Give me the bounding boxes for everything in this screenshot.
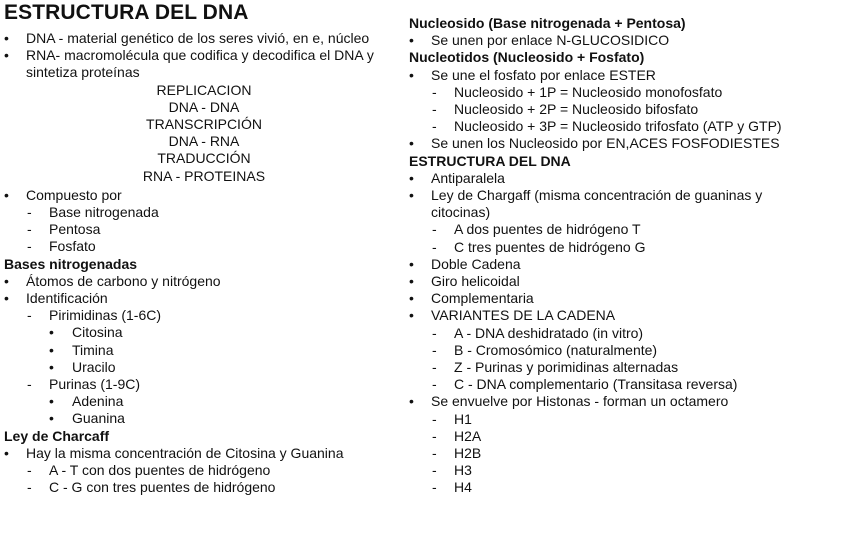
- list-item: • Antiparalela: [409, 169, 505, 186]
- list-item: • Se une el fosfato por enlace ESTER: [409, 66, 656, 83]
- bullet-icon: •: [409, 135, 414, 152]
- sub-sub-list-item: • Guanina: [49, 410, 125, 427]
- list-item: • Complementaria: [409, 290, 534, 307]
- section-heading: Ley de Charcaff: [4, 427, 110, 444]
- bullet-icon: •: [4, 272, 9, 289]
- bullet-icon: •: [49, 393, 54, 410]
- sub-sub-list-item: • Uracilo: [49, 358, 116, 375]
- sub-list-item: - Nucleosido + 1P = Nucleosido monofosfato: [432, 83, 723, 100]
- left-column: [4, 0, 404, 496]
- centered-line: REPLICACION: [156, 81, 252, 98]
- sub-list-item: - C - DNA complementario (Transitasa reversa): [432, 376, 738, 393]
- dash-icon: -: [27, 307, 32, 324]
- bullet-icon: •: [4, 186, 9, 203]
- sub-list-item: - H2A: [432, 427, 482, 444]
- bullet-icon: •: [409, 255, 414, 272]
- dash-icon: -: [432, 427, 437, 444]
- list-item: • Hay la misma concentración de Citosina y Guanina: [4, 444, 344, 461]
- sub-list-item: - Purinas (1-9C): [27, 376, 141, 393]
- sub-list-item: - C tres puentes de hidrógeno G: [432, 238, 646, 255]
- bullet-icon: •: [409, 290, 414, 307]
- sub-list-item: - H3: [432, 462, 472, 479]
- right-column: [409, 15, 845, 497]
- dash-icon: -: [432, 101, 437, 118]
- centered-line: DNA - DNA: [168, 98, 240, 115]
- list-item: • Se envuelve por Histonas - forman un octamero: [409, 393, 729, 410]
- list-item: • Giro helicoidal: [409, 273, 520, 290]
- sub-list-item: - A dos puentes de hidrógeno T: [432, 221, 641, 238]
- section-heading: Nucleosido (Base nitrogenada + Pentosa): [409, 15, 686, 31]
- bullet-icon: •: [409, 393, 414, 410]
- sub-list-item: - Nucleosido + 2P = Nucleosido bifosfato: [432, 101, 699, 118]
- bullet-icon: •: [409, 66, 414, 83]
- sub-list-item: - Pirimidinas (1-6C): [27, 307, 162, 324]
- dash-icon: -: [432, 410, 437, 427]
- dash-icon: -: [432, 376, 437, 393]
- list-item: • Átomos de carbono y nitrógeno: [4, 272, 221, 289]
- list-item: • Se unen los Nucleosido por EN,ACES FOSFODIESTES: [409, 135, 780, 152]
- sub-list-item: - A - DNA deshidratado (in vitro): [432, 324, 644, 341]
- list-item: • Identificación: [4, 290, 108, 307]
- sub-list-item: - C - G con tres puentes de hidrógeno: [27, 479, 276, 496]
- bullet-icon: •: [409, 169, 414, 186]
- centered-line: TRANSCRIPCIÓN: [146, 116, 262, 133]
- sub-list-item: - Fosfato: [27, 238, 96, 255]
- dash-icon: -: [432, 445, 437, 462]
- list-item: • Doble Cadena: [409, 255, 521, 272]
- bullet-icon: •: [409, 32, 414, 49]
- bullet-icon: •: [409, 273, 414, 290]
- sub-list-item: - H4: [432, 479, 472, 496]
- bullet-icon: •: [4, 290, 9, 307]
- dash-icon: -: [432, 238, 437, 255]
- sub-list-item: - Pentosa: [27, 221, 101, 238]
- list-item: • Se unen por enlace N-GLUCOSIDICO: [409, 32, 670, 49]
- sub-list-item: - Z - Purinas y porimidinas alternadas: [432, 359, 679, 376]
- centered-line: RNA - PROTEINAS: [142, 167, 266, 184]
- section-heading: ESTRUCTURA DEL DNA: [409, 152, 571, 169]
- list-item: • Compuesto por: [4, 186, 122, 203]
- section-heading: Bases nitrogenadas: [4, 255, 138, 272]
- bullet-icon: •: [49, 358, 54, 375]
- bullet-icon: •: [4, 30, 9, 46]
- bullet-icon: •: [4, 47, 9, 64]
- dash-icon: -: [27, 238, 32, 255]
- section-heading: Nucleotidos (Nucleosido + Fosfato): [409, 49, 645, 66]
- dash-icon: -: [432, 462, 437, 479]
- sub-list-item: - A - T con dos puentes de hidrógeno: [27, 462, 271, 479]
- centered-line: DNA - RNA: [168, 133, 240, 150]
- dash-icon: -: [27, 479, 32, 496]
- list-item: • RNA- macromolécula que codifica y decodifica el DNA y sintetiza proteínas: [4, 47, 374, 81]
- list-item: • Ley de Chargaff (misma concentración de guaninas y citocinas): [409, 187, 763, 221]
- bullet-icon: •: [49, 341, 54, 358]
- centered-line: TRADUCCIÓN: [157, 150, 251, 167]
- dash-icon: -: [27, 376, 32, 393]
- dash-icon: -: [432, 324, 437, 341]
- sub-list-item: - B - Cromosómico (naturalmente): [432, 341, 658, 358]
- dash-icon: -: [432, 359, 437, 376]
- sub-list-item: - H2B: [432, 445, 482, 462]
- dash-icon: -: [432, 221, 437, 238]
- sub-list-item: - H1: [432, 410, 472, 427]
- sub-list-item: - Nucleosido + 3P = Nucleosido trifosfato (ATP y GTP): [432, 118, 782, 135]
- bullet-icon: •: [49, 410, 54, 427]
- dash-icon: -: [432, 83, 437, 100]
- list-item: • DNA - material genético de los seres vivió, en e, núcleo: [4, 30, 370, 46]
- sub-list-item: - Base nitrogenada: [27, 204, 159, 221]
- sub-sub-list-item: • Citosina: [49, 324, 123, 341]
- bullet-icon: •: [409, 187, 414, 204]
- dash-icon: -: [432, 479, 437, 496]
- page-title: ESTRUCTURA DEL DNA: [4, 1, 249, 24]
- sub-sub-list-item: • Adenina: [49, 393, 124, 410]
- dash-icon: -: [27, 221, 32, 238]
- bullet-icon: •: [4, 444, 9, 461]
- dash-icon: -: [432, 341, 437, 358]
- bullet-icon: •: [49, 324, 54, 341]
- list-item: • VARIANTES DE LA CADENA: [409, 307, 616, 324]
- bullet-icon: •: [409, 307, 414, 324]
- dash-icon: -: [27, 204, 32, 221]
- dash-icon: -: [27, 462, 32, 479]
- sub-sub-list-item: • Timina: [49, 341, 114, 358]
- dash-icon: -: [432, 118, 437, 135]
